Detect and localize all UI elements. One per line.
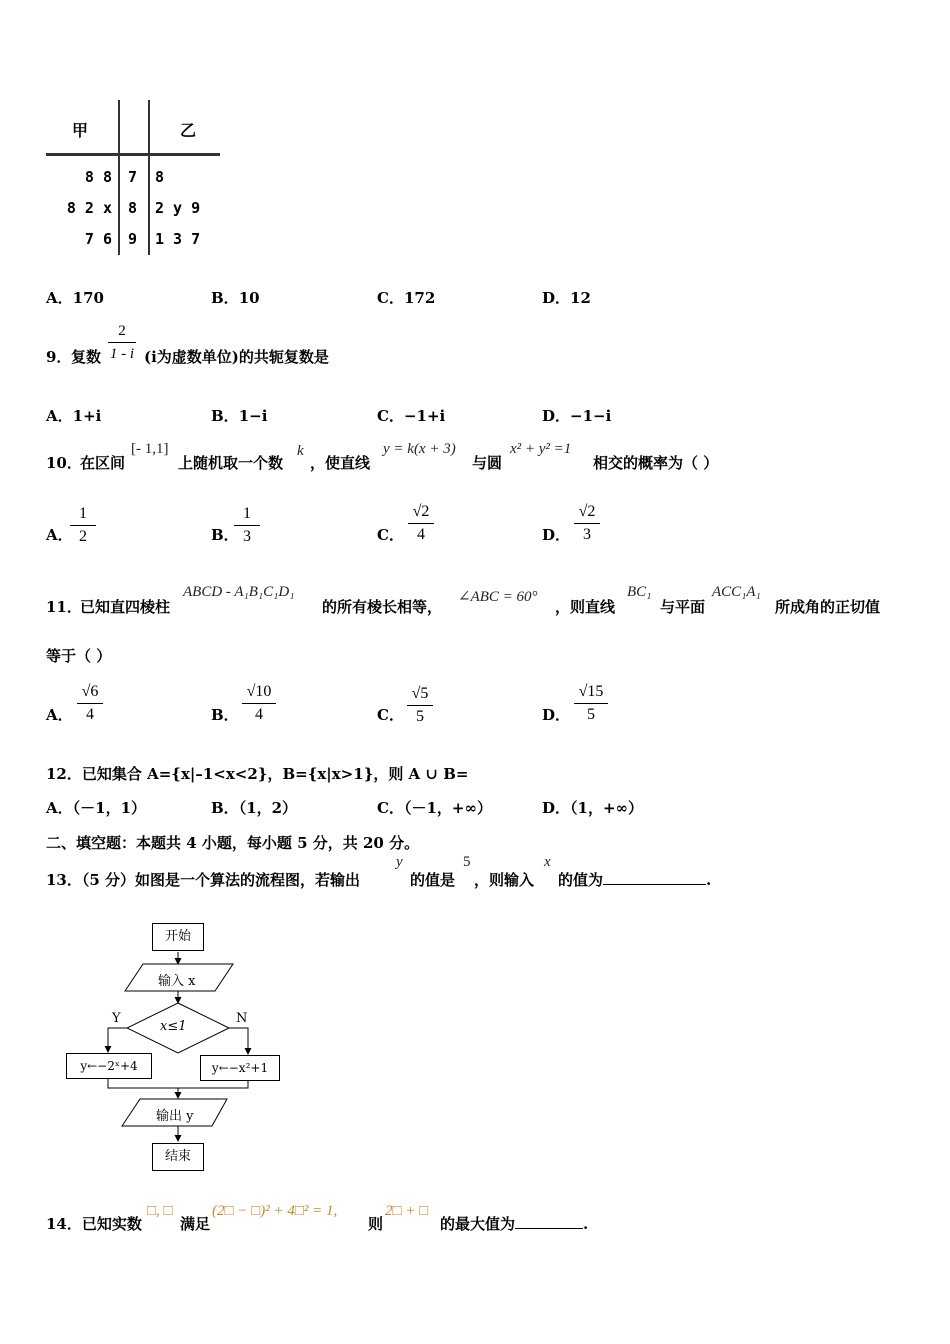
stem-leaf-vline-right [148, 100, 150, 255]
section-heading-fill-in: 二、填空题：本题共 4 小题，每小题 5 分，共 20 分。 [46, 834, 420, 852]
flowchart-end: 结束 [152, 1143, 204, 1171]
q8-option-a[interactable]: A．170 [46, 289, 104, 307]
q8-option-c[interactable]: C．172 [377, 289, 436, 307]
q9-option-b[interactable]: B．1−i [211, 407, 268, 425]
q11-angle: ∠ABC = 60° [458, 589, 538, 605]
q11-plane: ACC₁A₁ [712, 584, 761, 600]
q11-prism: ABCD - A₁B₁C₁D₁ [183, 584, 295, 600]
flowchart-condition: x≤1 [160, 1019, 187, 1034]
q14-answer-blank[interactable] [515, 1214, 583, 1229]
q8-option-b[interactable]: B．10 [211, 289, 260, 307]
stem-leaf-row1-right: 8 [155, 168, 165, 186]
q10-part1: 在区间 [80, 454, 126, 472]
q10-option-a-frac[interactable]: 1 2 [66, 503, 100, 548]
q9-number: 9． [46, 348, 72, 366]
stem-leaf-row2-left: 8 2 x [66, 199, 112, 217]
q11-option-b-frac[interactable]: √10 4 [238, 681, 280, 726]
stem-leaf-row3-stem: 9 [128, 230, 138, 248]
stem-leaf-row1-stem: 7 [128, 168, 138, 186]
q10-part5: 相交的概率为（ ） [593, 454, 719, 472]
q12-option-a[interactable]: A．（－1，1） [46, 799, 147, 817]
q11-option-c-label[interactable]: C． [377, 706, 404, 724]
flowchart-right-assign: y←−x²+1 [200, 1055, 280, 1081]
q10-circle-eq: x² + y² =1 [510, 441, 572, 457]
q14-equation: (2□ − □)² + 4□² = 1, [212, 1203, 338, 1219]
stem-leaf-row2-right: 2 y 9 [155, 199, 201, 217]
q10-interval: [- 1,1] [131, 441, 169, 457]
q13-val5: 5 [463, 854, 471, 870]
q9-pre: 复数 [71, 348, 102, 366]
q11-part4: 与平面 [660, 598, 706, 616]
stem-leaf-row3-left: 7 6 [84, 230, 112, 248]
q9-fraction: 2 1 - i [109, 323, 135, 362]
q14-part1: 14．已知实数 [46, 1215, 142, 1233]
q13-part2: 的值是 [410, 871, 456, 889]
q11-option-d-label[interactable]: D． [542, 706, 571, 724]
q9-option-d[interactable]: D．−1−i [542, 407, 612, 425]
stem-leaf-row2-stem: 8 [128, 199, 138, 217]
flowchart-start: 开始 [152, 923, 204, 951]
q14-part3: 则 [368, 1215, 384, 1233]
q13-var-y: y [396, 854, 403, 870]
q10-option-c-frac[interactable]: √2 4 [404, 501, 438, 546]
q13-answer-blank[interactable] [603, 870, 706, 885]
q10-part4: 与圆 [472, 454, 503, 472]
q10-var-k: k [297, 443, 304, 459]
q11-option-d-frac[interactable]: √15 5 [570, 681, 612, 726]
flowchart-yes-label: Y [112, 1011, 121, 1026]
q11-line2: 等于（ ） [46, 647, 112, 665]
q11-number: 11． [46, 598, 82, 616]
stem-leaf-header-right: 乙 [180, 121, 197, 140]
q12-option-c[interactable]: C．（－1，+∞） [377, 799, 492, 817]
q13-part4: 的值为 . [558, 871, 712, 889]
q14-part2: 满足 [180, 1215, 211, 1233]
q10-option-b-frac[interactable]: 1 3 [230, 503, 264, 548]
q11-part3: ，则直线 [555, 598, 616, 616]
q10-option-d-label[interactable]: D． [542, 526, 571, 544]
q13-part3: ，则输入 [474, 871, 535, 889]
q9-option-a[interactable]: A．1+i [46, 407, 102, 425]
q10-option-c-label[interactable]: C． [377, 526, 404, 544]
stem-leaf-row3-right: 1 3 7 [155, 230, 201, 248]
flowchart [60, 918, 300, 1180]
q11-part2: 的所有棱长相等， [322, 598, 443, 616]
stem-leaf-hline [46, 153, 220, 156]
q13-var-x: x [544, 854, 551, 870]
q11-part5: 所成角的正切值 [775, 598, 881, 616]
stem-leaf-header-left: 甲 [72, 121, 89, 140]
q10-part2: 上随机取一个数 [178, 454, 284, 472]
q10-number: 10． [46, 454, 82, 472]
q9-post: (i为虚数单位)的共轭复数是 [144, 348, 329, 366]
q8-option-d[interactable]: D．12 [542, 289, 591, 307]
stem-leaf-plot [40, 100, 230, 260]
q14-expr: 2□ + □ [385, 1203, 429, 1219]
q14-vars: □, □ [147, 1203, 173, 1219]
q10-line-eq: y = k(x + 3) [383, 441, 456, 457]
q11-option-a-label[interactable]: A． [46, 706, 73, 724]
q14-part4: 的最大值为 . [440, 1215, 589, 1233]
q10-option-a-label[interactable]: A． [46, 526, 73, 544]
q10-option-b-label[interactable]: B． [211, 526, 239, 544]
flowchart-input: 输入 x [158, 974, 196, 989]
q10-option-d-frac[interactable]: √2 3 [570, 501, 604, 546]
q13-part1: 13．（5 分）如图是一个算法的流程图，若输出 [46, 871, 361, 889]
flowchart-output: 输出 y [156, 1109, 194, 1124]
flowchart-left-assign: y←−2ˣ+4 [66, 1053, 152, 1079]
q9-option-c[interactable]: C．−1+i [377, 407, 446, 425]
q10-part3: ，使直线 [310, 454, 371, 472]
q12-option-b[interactable]: B．（1，2） [211, 799, 298, 817]
q11-option-c-frac[interactable]: √5 5 [403, 683, 437, 728]
flowchart-connectors [60, 918, 300, 1180]
stem-leaf-row1-left: 8 8 [84, 168, 112, 186]
q11-line: BC₁ [627, 584, 652, 600]
q12-text: 12．已知集合 A={x|–1<x<2}，B={x|x>1}，则 A ∪ B= [46, 765, 469, 783]
flowchart-no-label: N [236, 1011, 248, 1026]
q11-option-b-label[interactable]: B． [211, 706, 239, 724]
q12-option-d[interactable]: D．（1，+∞） [542, 799, 644, 817]
q11-option-a-frac[interactable]: √6 4 [73, 681, 107, 726]
stem-leaf-vline-left [118, 100, 120, 255]
q11-part1: 已知直四棱柱 [80, 598, 171, 616]
